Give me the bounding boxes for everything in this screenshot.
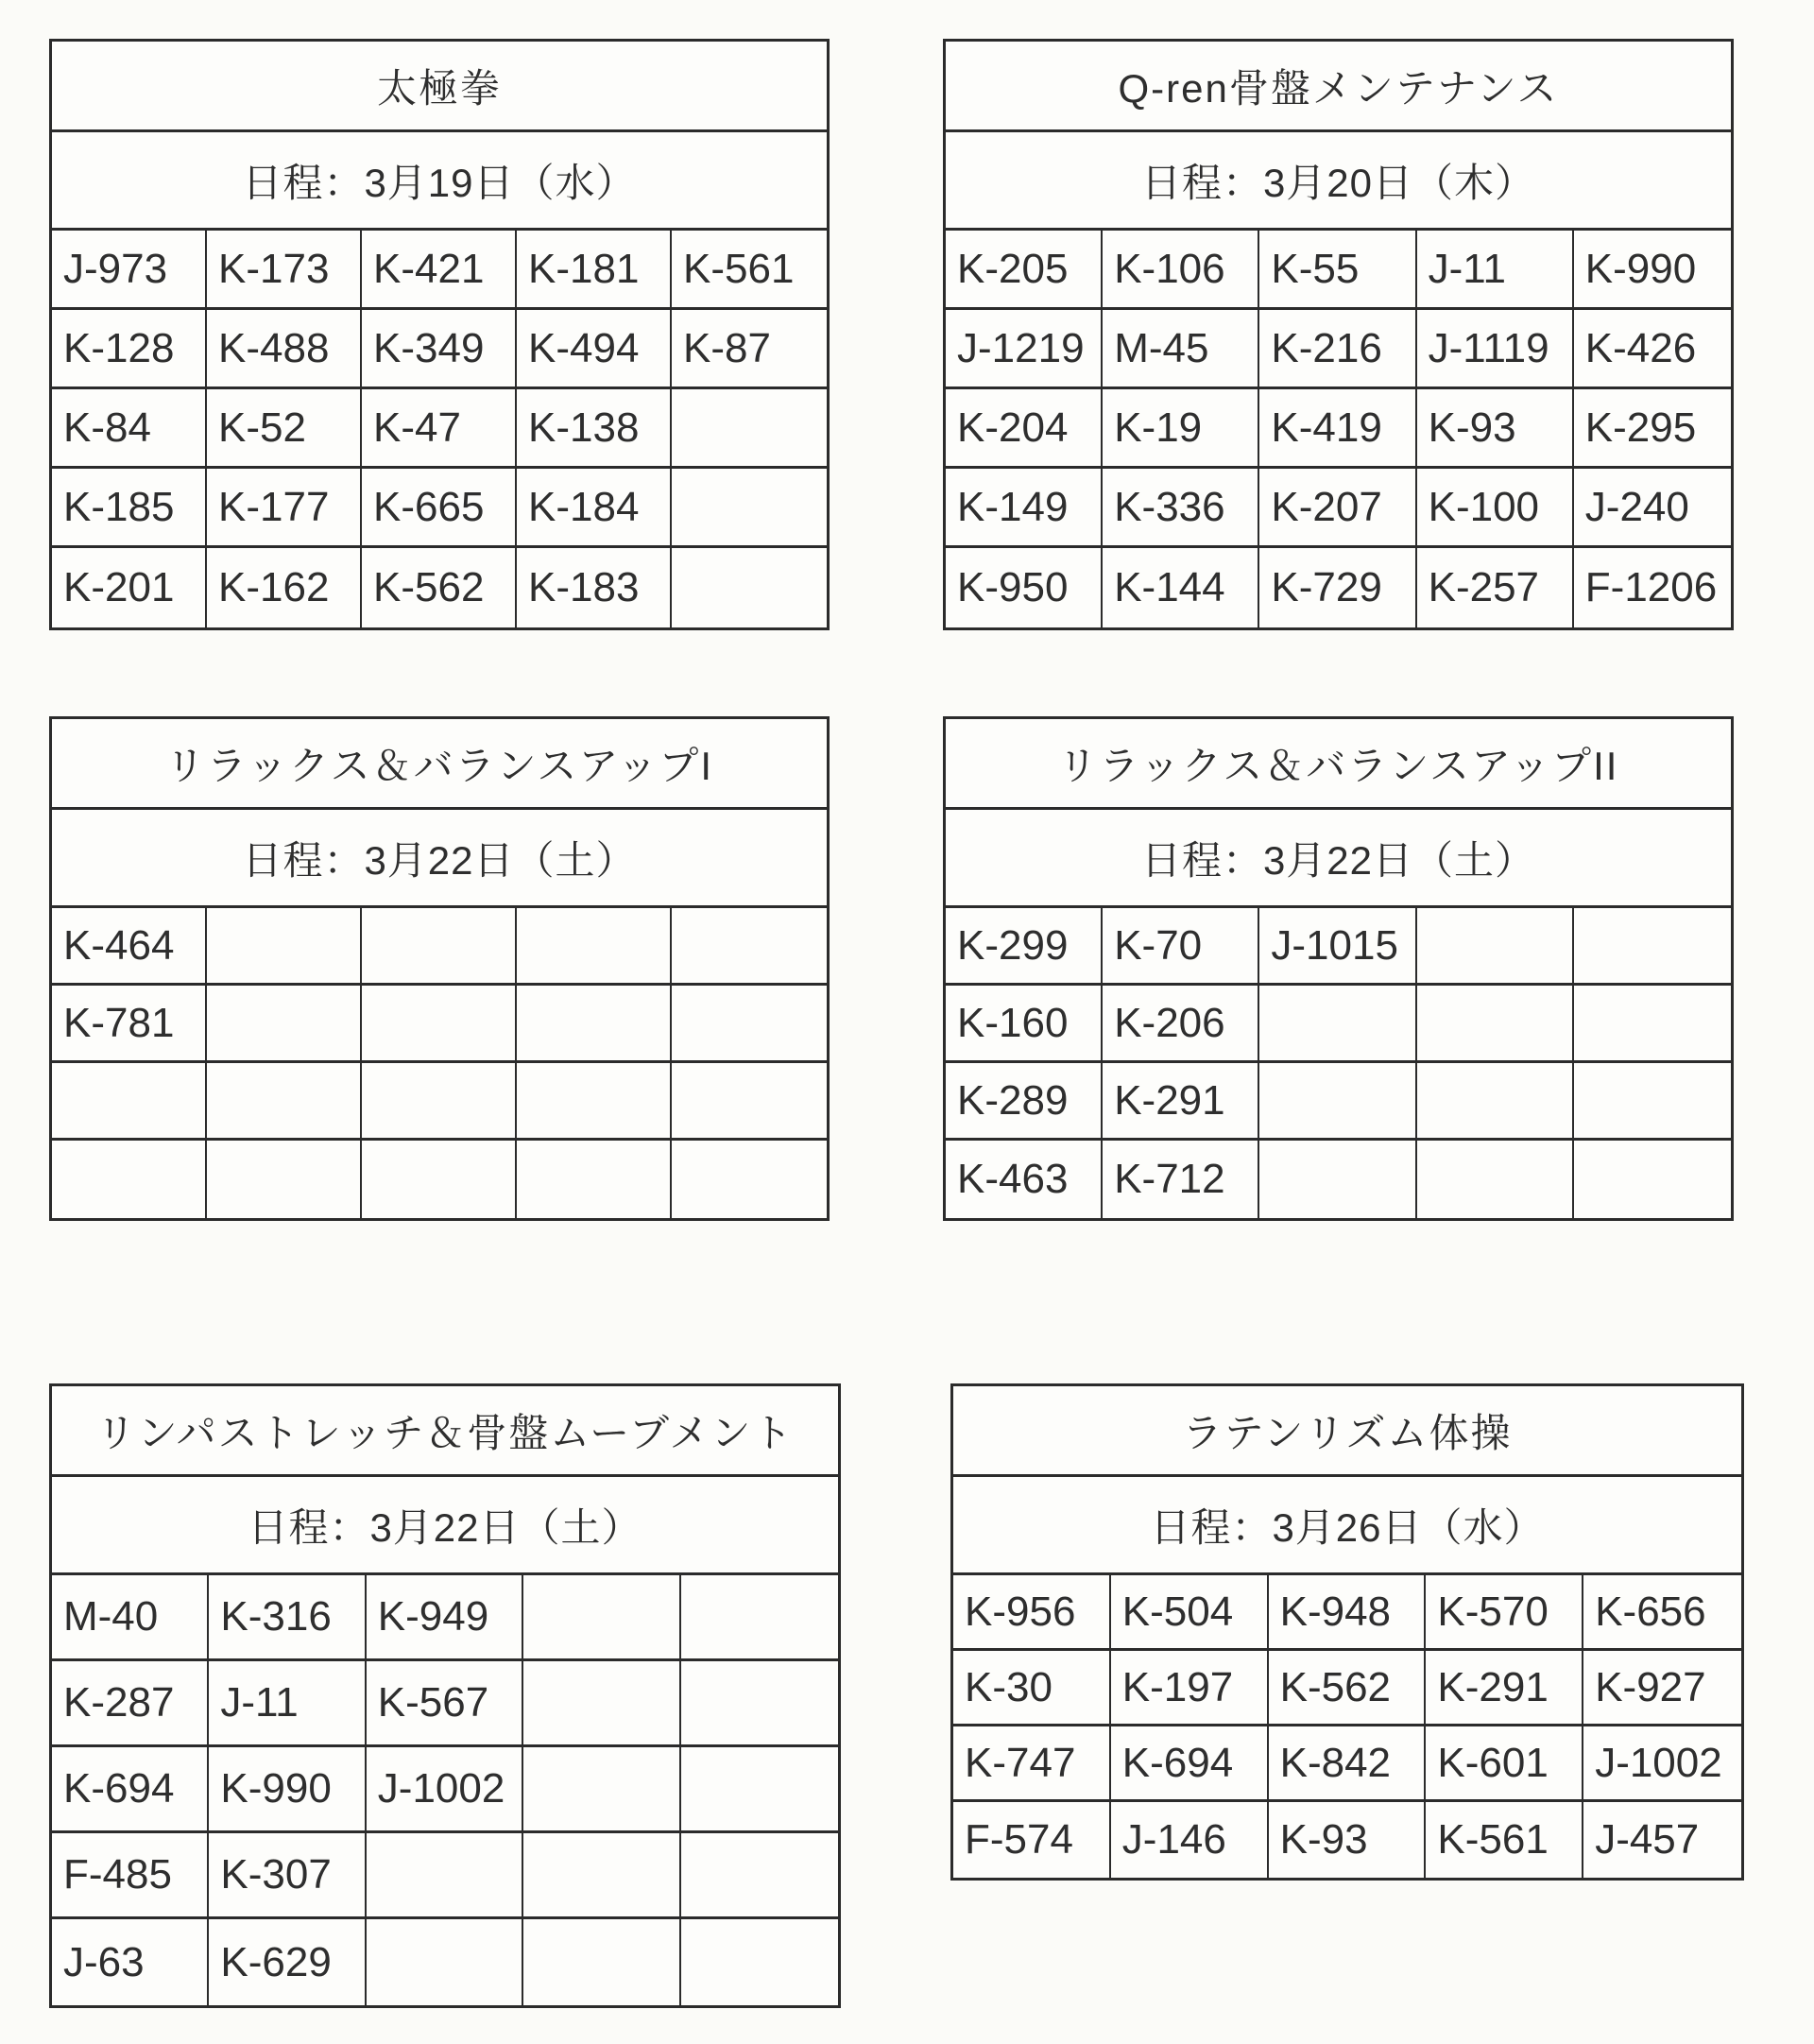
table-cell: K-421 bbox=[362, 231, 517, 310]
table-cell: K-206 bbox=[1103, 986, 1259, 1063]
table-cell bbox=[52, 1141, 207, 1218]
table-grid bbox=[946, 231, 1731, 627]
table-cell bbox=[672, 1063, 827, 1141]
table-cell: K-349 bbox=[362, 310, 517, 389]
table-title: Q-ren骨盤メンテナンス bbox=[946, 42, 1731, 132]
table-cell: M-45 bbox=[1103, 310, 1259, 389]
table-cell: K-949 bbox=[367, 1575, 523, 1661]
table-cell bbox=[207, 1141, 362, 1218]
table-cell: K-204 bbox=[946, 389, 1103, 469]
table-cell bbox=[523, 1919, 680, 2005]
table-cell: M-40 bbox=[52, 1575, 209, 1661]
table-taichi bbox=[49, 39, 830, 630]
table-cell bbox=[523, 1747, 680, 1833]
table-cell: K-197 bbox=[1111, 1651, 1269, 1726]
table-cell: F-1206 bbox=[1584, 564, 1718, 610]
table-cell: K-494 bbox=[517, 310, 672, 389]
table-cell: K-299 bbox=[946, 908, 1103, 986]
table-cell: K-336 bbox=[1103, 469, 1259, 548]
table-cell: K-205 bbox=[946, 231, 1103, 310]
table-grid bbox=[52, 1575, 838, 2005]
table-cell bbox=[1417, 1141, 1574, 1218]
table-cell bbox=[517, 908, 672, 986]
table-cell: K-464 bbox=[52, 908, 207, 986]
table-cell bbox=[1574, 986, 1731, 1063]
table-cell: K-30 bbox=[953, 1651, 1111, 1726]
table-qren-pelvis-maintenance bbox=[943, 39, 1734, 630]
table-cell bbox=[362, 1141, 517, 1218]
table-cell: K-990 bbox=[209, 1747, 366, 1833]
table-cell: K-426 bbox=[1574, 310, 1731, 389]
table-cell: K-956 bbox=[953, 1575, 1111, 1651]
table-cell: K-52 bbox=[207, 389, 362, 469]
table-cell: K-990 bbox=[1574, 231, 1731, 310]
table-cell bbox=[672, 1141, 827, 1218]
table-cell bbox=[1259, 1063, 1416, 1141]
table-cell bbox=[681, 1661, 838, 1747]
table-cell: K-570 bbox=[1426, 1575, 1583, 1651]
table-cell bbox=[517, 986, 672, 1063]
table-cell: K-948 bbox=[1269, 1575, 1427, 1651]
table-cell: K-257 bbox=[1417, 548, 1574, 627]
table-cell: K-173 bbox=[207, 231, 362, 310]
table-cell bbox=[1259, 986, 1416, 1063]
table-cell bbox=[207, 908, 362, 986]
table-cell bbox=[1259, 1141, 1416, 1218]
table-cell: J-1015 bbox=[1259, 908, 1416, 986]
table-cell: K-747 bbox=[953, 1726, 1111, 1802]
table-cell: K-316 bbox=[209, 1575, 366, 1661]
table-cell: K-47 bbox=[362, 389, 517, 469]
table-cell: K-216 bbox=[1259, 310, 1416, 389]
table-cell: K-950 bbox=[946, 548, 1103, 627]
table-cell bbox=[1417, 908, 1574, 986]
table-cell: K-138 bbox=[517, 389, 672, 469]
table-cell: K-712 bbox=[1103, 1141, 1259, 1218]
table-date: 日程：3月26日（水） bbox=[953, 1477, 1741, 1575]
table-cell: K-463 bbox=[946, 1141, 1103, 1218]
table-cell: J-11 bbox=[209, 1661, 366, 1747]
table-cell: K-562 bbox=[1269, 1651, 1427, 1726]
table-date: 日程：3月20日（木） bbox=[946, 132, 1731, 231]
table-cell bbox=[681, 1833, 838, 1919]
table-cell: J-1002 bbox=[1583, 1726, 1741, 1802]
table-grid bbox=[953, 1575, 1741, 1878]
table-cell: K-561 bbox=[1426, 1802, 1583, 1878]
table-cell: K-183 bbox=[517, 548, 672, 627]
table-cell bbox=[681, 1575, 838, 1661]
table-cell: K-561 bbox=[672, 231, 827, 310]
table-cell: K-665 bbox=[362, 469, 517, 548]
table-cell bbox=[523, 1833, 680, 1919]
table-cell bbox=[672, 469, 827, 548]
table-cell bbox=[672, 389, 827, 469]
table-cell bbox=[517, 1063, 672, 1141]
table-cell bbox=[52, 1063, 207, 1141]
table-cell: J-457 bbox=[1595, 1816, 1700, 1863]
table-cell bbox=[1417, 1063, 1574, 1141]
table-cell: F-485 bbox=[52, 1833, 209, 1919]
table-cell: K-629 bbox=[209, 1919, 366, 2005]
table-grid bbox=[52, 231, 827, 627]
table-cell: K-927 bbox=[1583, 1651, 1741, 1726]
table-cell: J-63 bbox=[52, 1919, 209, 2005]
table-cell bbox=[672, 986, 827, 1063]
table-cell: K-128 bbox=[52, 310, 207, 389]
table-cell bbox=[1574, 1141, 1731, 1218]
table-cell: K-781 bbox=[52, 986, 207, 1063]
table-cell: K-562 bbox=[362, 548, 517, 627]
table-cell: K-87 bbox=[672, 310, 827, 389]
table-cell: K-287 bbox=[52, 1661, 209, 1747]
table-cell: K-100 bbox=[1417, 469, 1574, 548]
table-cell: K-185 bbox=[52, 469, 207, 548]
table-cell: K-106 bbox=[1103, 231, 1259, 310]
table-cell bbox=[523, 1575, 680, 1661]
table-cell bbox=[367, 1833, 523, 1919]
table-lymph-stretch-pelvis-movement bbox=[49, 1383, 841, 2008]
table-cell: J-1219 bbox=[946, 310, 1103, 389]
table-cell: K-567 bbox=[367, 1661, 523, 1747]
table-cell: K-184 bbox=[517, 469, 672, 548]
table-cell: F-574 bbox=[953, 1802, 1111, 1878]
table-cell: K-601 bbox=[1426, 1726, 1583, 1802]
table-cell: J-146 bbox=[1111, 1802, 1269, 1878]
table-cell: K-656 bbox=[1583, 1575, 1741, 1651]
table-cell bbox=[1574, 1063, 1731, 1141]
table-title: ラテンリズム体操 bbox=[953, 1386, 1741, 1477]
table-cell: J-1002 bbox=[367, 1747, 523, 1833]
table-date: 日程：3月22日（土） bbox=[52, 1477, 838, 1575]
table-title: リンパストレッチ＆骨盤ムーブメント bbox=[52, 1386, 838, 1477]
table-cell bbox=[207, 1063, 362, 1141]
table-cell: J-973 bbox=[52, 231, 207, 310]
table-cell: K-419 bbox=[1259, 389, 1416, 469]
table-date: 日程：3月19日（水） bbox=[52, 132, 827, 231]
table-cell bbox=[362, 908, 517, 986]
table-cell: K-295 bbox=[1574, 389, 1731, 469]
table-cell: K-488 bbox=[207, 310, 362, 389]
table-cell bbox=[207, 986, 362, 1063]
table-cell: K-201 bbox=[52, 548, 207, 627]
table-cell: K-307 bbox=[209, 1833, 366, 1919]
table-cell: J-240 bbox=[1574, 469, 1731, 548]
table-cell: K-207 bbox=[1259, 469, 1416, 548]
table-date: 日程：3月22日（土） bbox=[946, 810, 1731, 908]
table-cell bbox=[367, 1919, 523, 2005]
table-cell bbox=[1574, 908, 1731, 986]
table-cell: K-144 bbox=[1103, 548, 1259, 627]
table-cell: J-1119 bbox=[1417, 310, 1574, 389]
table-cell: K-181 bbox=[517, 231, 672, 310]
table-cell: K-149 bbox=[946, 469, 1103, 548]
table-cell bbox=[523, 1661, 680, 1747]
table-cell: J-11 bbox=[1417, 231, 1574, 310]
table-cell bbox=[517, 1141, 672, 1218]
table-relax-balance-up-1 bbox=[49, 716, 830, 1221]
table-cell bbox=[672, 548, 827, 627]
table-cell: K-19 bbox=[1103, 389, 1259, 469]
table-title: リラックス＆バランスアップI bbox=[52, 719, 827, 810]
table-cell: K-291 bbox=[1103, 1063, 1259, 1141]
table-cell: K-291 bbox=[1426, 1651, 1583, 1726]
table-cell: K-177 bbox=[207, 469, 362, 548]
table-grid bbox=[946, 908, 1731, 1218]
table-cell: K-842 bbox=[1269, 1726, 1427, 1802]
table-cell: K-729 bbox=[1259, 548, 1416, 627]
table-grid bbox=[52, 908, 827, 1218]
table-cell: K-84 bbox=[52, 389, 207, 469]
table-title: リラックス＆バランスアップII bbox=[946, 719, 1731, 810]
table-cell bbox=[672, 908, 827, 986]
table-cell bbox=[681, 1747, 838, 1833]
table-cell: K-694 bbox=[1111, 1726, 1269, 1802]
table-cell bbox=[362, 1063, 517, 1141]
table-cell: K-289 bbox=[946, 1063, 1103, 1141]
table-cell bbox=[681, 1919, 838, 2005]
table-cell: K-93 bbox=[1417, 389, 1574, 469]
table-cell: K-504 bbox=[1111, 1575, 1269, 1651]
table-cell: K-93 bbox=[1269, 1802, 1427, 1878]
table-cell bbox=[362, 986, 517, 1063]
table-cell bbox=[1417, 986, 1574, 1063]
table-cell: K-70 bbox=[1103, 908, 1259, 986]
table-cell: K-55 bbox=[1259, 231, 1416, 310]
table-date: 日程：3月22日（土） bbox=[52, 810, 827, 908]
table-relax-balance-up-2 bbox=[943, 716, 1734, 1221]
table-cell: K-160 bbox=[946, 986, 1103, 1063]
table-cell: K-694 bbox=[52, 1747, 209, 1833]
table-title: 太極拳 bbox=[52, 42, 827, 132]
table-latin-rhythm-exercise bbox=[950, 1383, 1744, 1881]
table-cell: K-162 bbox=[207, 548, 362, 627]
